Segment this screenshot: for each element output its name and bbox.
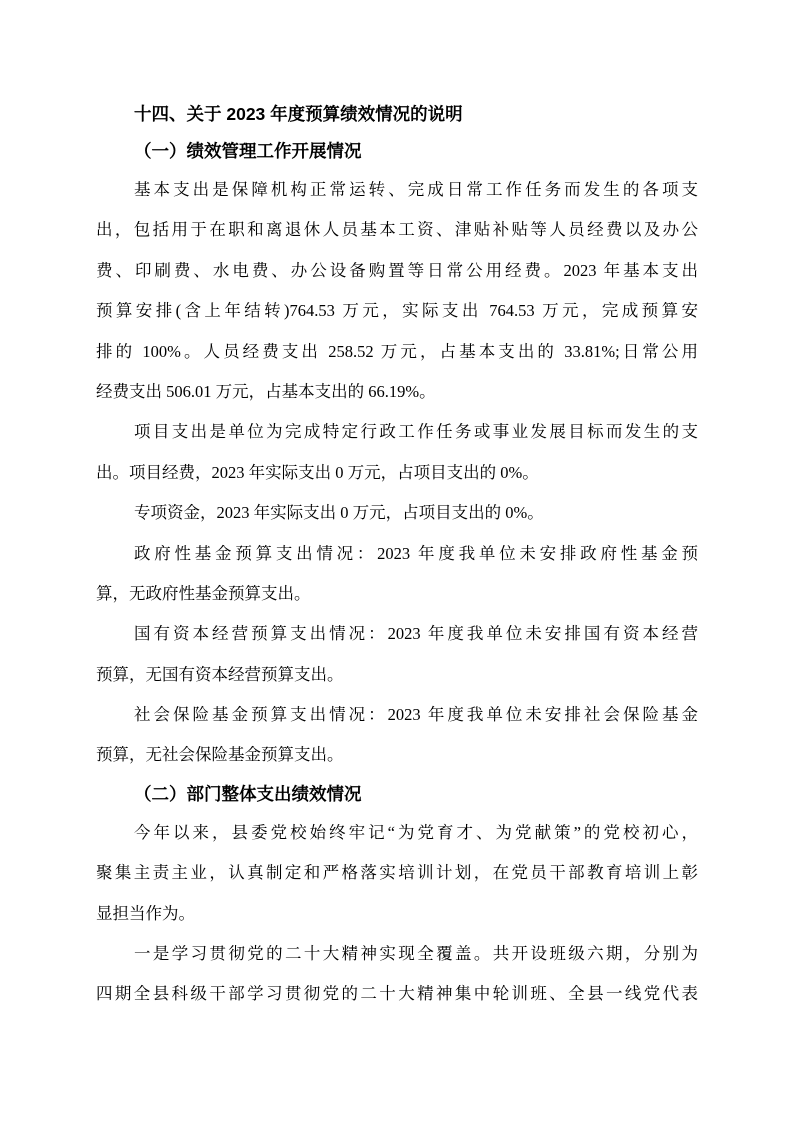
paragraph-line: 经费支出 506.01 万元，占基本支出的 66.19%。 (96, 381, 436, 401)
paragraph-line: 基本支出是保障机构正常运转、完成日常工作任务而发生的各项支 (134, 180, 698, 199)
paragraph-line: 出，包括用于在职和离退休人员基本工资、津贴补贴等人员经费以及办公 (96, 220, 698, 240)
paragraph-line: 社会保险基金预算支出情况：2023 年度我单位未安排社会保险基金 (134, 705, 698, 725)
paragraph-line: 排的 100%。人员经费支出 258.52 万元，占基本支出的 33.81%;日常公用 (96, 341, 698, 361)
paragraph-line: 国有资本经营预算支出情况：2023 年度我单位未安排国有资本经营 (134, 624, 698, 644)
paragraph-line: 一是学习贯彻党的二十大精神实现全覆盖。共开设班级六期，分别为 (134, 944, 698, 964)
paragraph-line: 显担当作为。 (96, 903, 195, 923)
paragraph-line: 四期全县科级干部学习贯彻党的二十大精神集中轮训班、全县一线党代表 (96, 984, 698, 1004)
document-title: 十四、关于 2023 年度预算绩效情况的说明 (134, 104, 463, 124)
paragraph-line: 预算安排(含上年结转)764.53 万元，实际支出 764.53 万元，完成预算安 (96, 301, 698, 321)
paragraph-line: 算，无政府性基金预算支出。 (96, 583, 311, 603)
paragraph-line: 专项资金，2023 年实际支出 0 万元，占项目支出的 0%。 (134, 503, 544, 523)
paragraph-line: 项目支出是单位为完成特定行政工作任务或事业发展目标而发生的支 (134, 422, 698, 442)
paragraph-line: 费、印刷费、水电费、办公设备购置等日常公用经费。2023 年基本支出 (96, 260, 698, 280)
paragraph-line: 出。项目经费，2023 年实际支出 0 万元，占项目支出的 0%。 (96, 462, 539, 482)
paragraph-line: 聚集主责主业，认真制定和严格落实培训计划，在党员干部教育培训上彰 (96, 863, 698, 883)
paragraph-line: 预算，无社会保险基金预算支出。 (96, 745, 344, 765)
document-content (96, 96, 698, 1015)
section-heading: （一）绩效管理工作开展情况 (134, 141, 362, 161)
paragraph-line: 今年以来，县委党校始终牢记“为党育才、为党献策”的党校初心， (134, 822, 698, 842)
paragraph-line: 预算，无国有资本经营预算支出。 (96, 664, 344, 684)
paragraph-line: 政府性基金预算支出情况：2023 年度我单位未安排政府性基金预 (134, 543, 698, 563)
section-heading: （二）部门整体支出绩效情况 (134, 783, 362, 804)
